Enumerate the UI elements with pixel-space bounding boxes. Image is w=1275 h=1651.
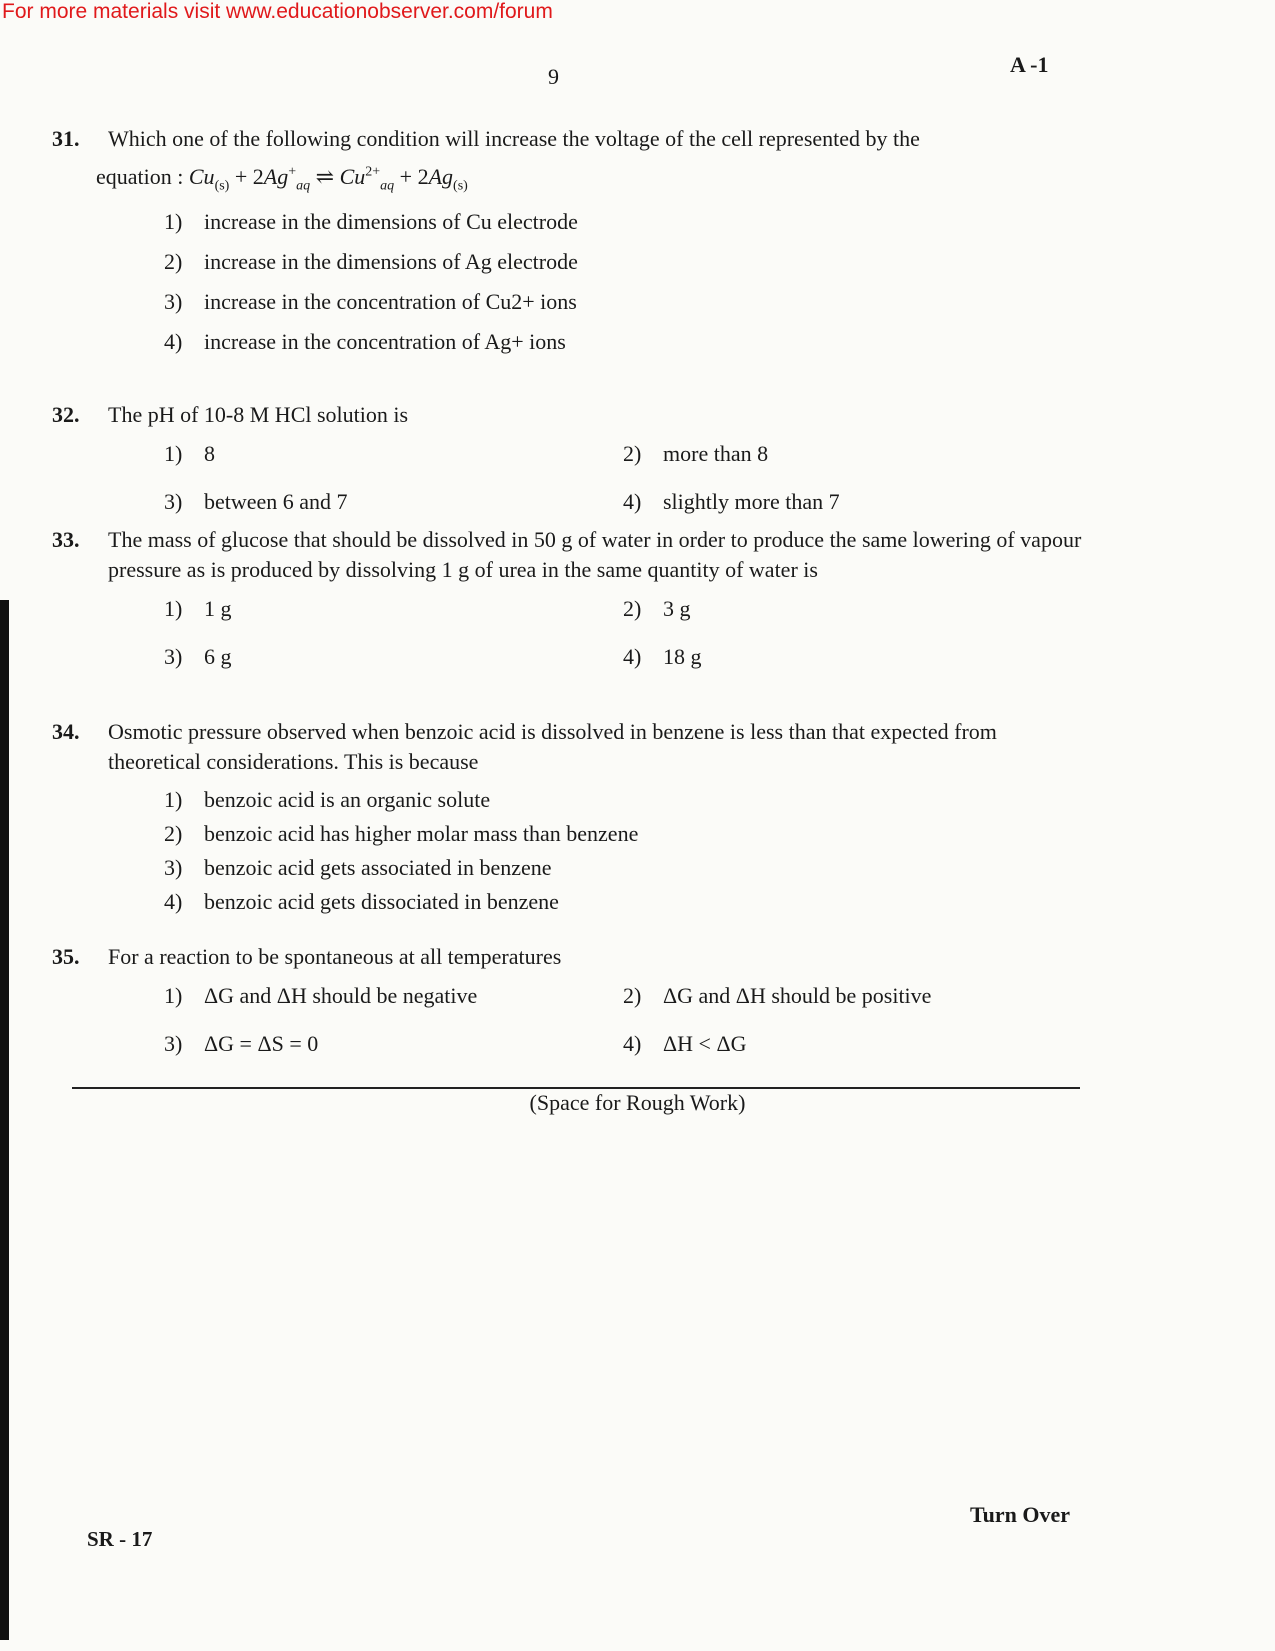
option-text: more than 8 (663, 440, 769, 466)
question-31 (52, 124, 1082, 362)
option-text: ΔG and ΔH should be negative (204, 982, 478, 1008)
option-text: increase in the concentration of Ag+ ions (204, 329, 566, 355)
option[interactable]: 3) benzoic acid gets associated in benzene (164, 850, 1082, 884)
option[interactable]: 3) increase in the concentration of Cu2+ ions (164, 282, 1082, 322)
option[interactable]: 4) benzoic acid gets dissociated in benzene (164, 884, 1082, 918)
option[interactable]: 3) between 6 and 7 (164, 484, 623, 520)
question-34 (52, 717, 1082, 918)
options-grid (164, 436, 1082, 520)
option[interactable]: 4) 18 g (623, 638, 1082, 674)
option-text: 18 g (663, 643, 702, 669)
option-text: ΔH < ΔG (663, 1030, 747, 1056)
option-text: ΔG = ΔS = 0 (204, 1030, 319, 1056)
option-text: slightly more than 7 (663, 488, 840, 514)
paper-code: A -1 (1010, 52, 1049, 77)
scan-edge-bar (0, 600, 9, 1640)
option-text: increase in the dimensions of Cu electrode (204, 209, 578, 235)
question-number: 33. (52, 527, 80, 552)
options-list (52, 782, 1082, 918)
option[interactable]: 4) ΔH < ΔG (623, 1026, 1082, 1062)
question-35 (52, 942, 1082, 1062)
footer-code: SR - 17 (87, 1527, 153, 1551)
equation-label: equation : (96, 163, 184, 189)
option[interactable]: 4) slightly more than 7 (623, 484, 1082, 520)
question-text: The mass of glucose that should be dissolved in 50 g of water in order to produce the same lowering of vapour pressure as is produced by dissolving 1 g of urea in the same quantity of water is (108, 527, 1082, 582)
site-banner: For more materials visit www.educationobserver.com/forum (2, 0, 553, 23)
question-text: Which one of the following condition will increase the voltage of the cell represented by the (108, 126, 920, 151)
option[interactable]: 2) increase in the dimensions of Ag electrode (164, 242, 1082, 282)
options-grid (164, 978, 1082, 1062)
question-33 (52, 525, 1082, 674)
option[interactable]: 3) ΔG = ΔS = 0 (164, 1026, 623, 1062)
question-32 (52, 400, 1082, 520)
option[interactable]: 1) ΔG and ΔH should be negative (164, 978, 623, 1014)
option[interactable]: 2) ΔG and ΔH should be positive (623, 978, 1082, 1014)
option[interactable]: 1) benzoic acid is an organic solute (164, 782, 1082, 816)
cell-equation: equation : $Cu_{(s)} + 2Ag^+_{aq}$ ⇌ $Cu^{2+}_{aq} + 2Ag_{(s)}$ (96, 163, 468, 194)
option-text: benzoic acid gets associated in benzene (204, 854, 552, 880)
rough-work-label: (Space for Rough Work) (529, 1090, 746, 1115)
options-grid (164, 590, 1082, 674)
option-text: increase in the concentration of Cu2+ ions (204, 289, 577, 315)
question-text: For a reaction to be spontaneous at all temperatures (108, 944, 562, 969)
option[interactable]: 2) benzoic acid has higher molar mass than benzene (164, 816, 1082, 850)
question-text: The pH of 10-8 M HCl solution is (108, 402, 409, 427)
question-number: 34. (52, 719, 80, 744)
question-number: 31. (52, 126, 80, 151)
question-number: 32. (52, 402, 80, 427)
divider-rule (72, 1087, 1080, 1089)
option-text: benzoic acid gets dissociated in benzene (204, 888, 559, 914)
option-text: benzoic acid has higher molar mass than benzene (204, 820, 639, 846)
turn-over-label: Turn Over (970, 1502, 1071, 1527)
option[interactable]: 3) 6 g (164, 638, 623, 674)
option-text: ΔG and ΔH should be positive (663, 982, 932, 1008)
option[interactable]: 1) increase in the dimensions of Cu electrode (164, 202, 1082, 242)
option[interactable]: 4) increase in the concentration of Ag+ ions (164, 322, 1082, 362)
option-text: 3 g (663, 595, 691, 621)
page-number: 9 (548, 64, 559, 89)
option-text: 8 (204, 440, 215, 466)
option-text: benzoic acid is an organic solute (204, 786, 491, 812)
question-text: Osmotic pressure observed when benzoic acid is dissolved in benzene is less than that expected from theoretical considerations. This is because (108, 719, 997, 774)
option-text: 6 g (204, 643, 232, 669)
option[interactable]: 2) 3 g (623, 590, 1082, 626)
option[interactable]: 1) 1 g (164, 590, 623, 626)
options-list (52, 202, 1082, 362)
option-text: increase in the dimensions of Ag electrode (204, 249, 578, 275)
question-number: 35. (52, 944, 80, 969)
option[interactable]: 2) more than 8 (623, 436, 1082, 472)
option-text: between 6 and 7 (204, 488, 348, 514)
option[interactable]: 1) 8 (164, 436, 623, 472)
option-text: 1 g (204, 595, 232, 621)
